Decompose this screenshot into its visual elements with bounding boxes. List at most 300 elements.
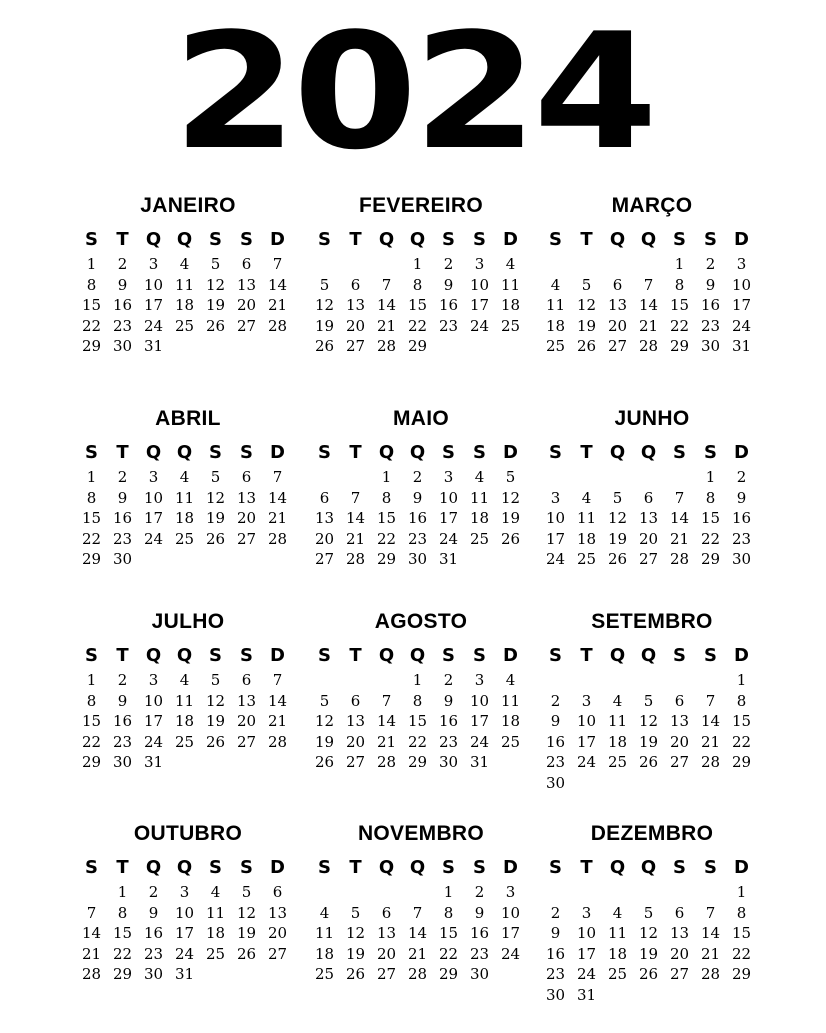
- day-cell: 11: [576, 509, 597, 528]
- day-cell: 25: [174, 529, 195, 548]
- weekday-label: S: [473, 645, 486, 666]
- weekday-label: S: [473, 229, 486, 250]
- day-cell: 8: [412, 691, 423, 710]
- day-cell: 23: [407, 529, 428, 548]
- day-cell: 13: [345, 296, 366, 315]
- empty-day-cell: [571, 882, 602, 903]
- day-cell: 5: [319, 691, 330, 710]
- weekday-label: T: [116, 442, 129, 463]
- day-cell: 21: [669, 529, 690, 548]
- empty-day-cell: [602, 254, 633, 275]
- weekday-label: Q: [176, 442, 193, 463]
- empty-day-cell: [571, 254, 602, 275]
- weekday-label: S: [442, 645, 455, 666]
- day-cell: 24: [143, 732, 164, 751]
- day-cell: 12: [205, 488, 226, 507]
- day-cell: 10: [174, 903, 195, 922]
- empty-day-cell: [664, 670, 695, 691]
- day-cell: 4: [179, 468, 190, 486]
- day-cell: 10: [469, 275, 490, 294]
- month-block: [76, 192, 300, 357]
- weekday-label: Q: [409, 857, 426, 878]
- empty-day-cell: [340, 670, 371, 691]
- empty-day-cell: [633, 254, 664, 275]
- day-cell: 26: [314, 337, 335, 356]
- day-cell: 1: [412, 671, 423, 689]
- weekday-label: S: [240, 857, 253, 878]
- weekday-label: T: [349, 645, 362, 666]
- day-cell: 19: [638, 944, 659, 963]
- day-cell: 4: [319, 903, 330, 922]
- day-cell: 9: [412, 488, 423, 507]
- weekday-label: Q: [640, 857, 657, 878]
- day-cell: 16: [731, 509, 752, 528]
- day-cell: 1: [443, 883, 454, 901]
- day-cell: 30: [438, 753, 459, 772]
- day-cell: 16: [112, 712, 133, 731]
- day-cell: 15: [112, 924, 133, 943]
- month-block: [76, 405, 300, 570]
- weekday-label: S: [442, 229, 455, 250]
- day-cell: 29: [407, 753, 428, 772]
- day-cell: 13: [236, 488, 257, 507]
- month-name: MARÇO: [611, 194, 693, 217]
- day-cell: 13: [345, 712, 366, 731]
- day-grid: [309, 467, 533, 570]
- weekday-label: S: [209, 857, 222, 878]
- day-cell: 16: [407, 509, 428, 528]
- day-cell: 14: [638, 296, 659, 315]
- day-cell: 31: [576, 985, 597, 1004]
- day-cell: 28: [638, 337, 659, 356]
- day-cell: 14: [267, 488, 288, 507]
- day-cell: 16: [438, 296, 459, 315]
- day-grid: [309, 882, 533, 985]
- weekday-label: D: [734, 645, 749, 666]
- day-cell: 10: [731, 275, 752, 294]
- empty-day-cell: [540, 882, 571, 903]
- day-cell: 21: [700, 732, 721, 751]
- day-cell: 14: [267, 275, 288, 294]
- day-cell: 29: [81, 337, 102, 356]
- day-cell: 17: [143, 509, 164, 528]
- day-cell: 17: [576, 732, 597, 751]
- day-cell: 16: [438, 712, 459, 731]
- day-cell: 17: [545, 529, 566, 548]
- day-cell: 29: [669, 337, 690, 356]
- day-cell: 10: [469, 691, 490, 710]
- day-cell: 26: [607, 550, 628, 569]
- weekday-label: T: [116, 229, 129, 250]
- day-cell: 10: [500, 903, 521, 922]
- day-cell: 30: [731, 550, 752, 569]
- day-cell: 26: [638, 965, 659, 984]
- day-cell: 7: [272, 468, 283, 486]
- day-cell: 21: [267, 712, 288, 731]
- day-cell: 16: [112, 296, 133, 315]
- day-cell: 17: [469, 712, 490, 731]
- day-cell: 7: [272, 671, 283, 689]
- day-cell: 22: [376, 529, 397, 548]
- weekday-label: D: [734, 442, 749, 463]
- day-cell: 21: [700, 944, 721, 963]
- weekday-label: S: [85, 442, 98, 463]
- day-cell: 13: [236, 275, 257, 294]
- day-cell: 18: [500, 296, 521, 315]
- day-cell: 8: [86, 488, 97, 507]
- day-cell: 20: [669, 944, 690, 963]
- month-name: NOVEMBRO: [357, 822, 485, 845]
- day-cell: 26: [576, 337, 597, 356]
- day-cell: 6: [241, 255, 252, 273]
- day-cell: 8: [443, 903, 454, 922]
- weekday-label: Q: [176, 645, 193, 666]
- day-cell: 23: [112, 316, 133, 335]
- weekday-header: [309, 441, 533, 465]
- day-cell: 30: [469, 965, 490, 984]
- day-cell: 24: [500, 944, 521, 963]
- day-cell: 3: [581, 903, 592, 922]
- day-cell: 22: [438, 944, 459, 963]
- empty-day-cell: [602, 882, 633, 903]
- day-cell: 8: [736, 903, 747, 922]
- day-cell: 22: [112, 944, 133, 963]
- day-cell: 13: [669, 712, 690, 731]
- day-cell: 25: [469, 529, 490, 548]
- day-cell: 31: [174, 965, 195, 984]
- day-cell: 11: [500, 691, 521, 710]
- day-cell: 27: [236, 316, 257, 335]
- day-cell: 5: [581, 275, 592, 294]
- day-cell: 20: [314, 529, 335, 548]
- weekday-label: D: [734, 229, 749, 250]
- day-cell: 8: [86, 275, 97, 294]
- day-cell: 17: [143, 296, 164, 315]
- weekday-label: T: [580, 229, 593, 250]
- day-cell: 6: [241, 468, 252, 486]
- month-block: [309, 820, 533, 985]
- weekday-label: Q: [378, 442, 395, 463]
- month-block: [540, 820, 764, 1006]
- day-cell: 11: [205, 903, 226, 922]
- day-cell: 12: [314, 296, 335, 315]
- day-cell: 20: [607, 316, 628, 335]
- day-cell: 21: [345, 529, 366, 548]
- weekday-label: S: [85, 857, 98, 878]
- empty-day-cell: [340, 467, 371, 488]
- day-cell: 27: [376, 965, 397, 984]
- day-cell: 7: [643, 275, 654, 294]
- day-cell: 23: [731, 529, 752, 548]
- day-cell: 13: [267, 903, 288, 922]
- empty-day-cell: [340, 882, 371, 903]
- day-cell: 17: [469, 296, 490, 315]
- weekday-header: [309, 856, 533, 880]
- weekday-label: S: [549, 645, 562, 666]
- day-cell: 27: [607, 337, 628, 356]
- day-cell: 4: [179, 671, 190, 689]
- day-cell: 23: [545, 965, 566, 984]
- day-grid: [540, 882, 764, 1006]
- day-cell: 19: [205, 712, 226, 731]
- day-cell: 24: [143, 316, 164, 335]
- day-cell: 15: [407, 296, 428, 315]
- day-cell: 18: [500, 712, 521, 731]
- day-cell: 23: [112, 529, 133, 548]
- day-cell: 27: [314, 550, 335, 569]
- day-cell: 14: [376, 712, 397, 731]
- day-cell: 1: [705, 468, 716, 486]
- weekday-label: T: [349, 857, 362, 878]
- day-cell: 26: [236, 944, 257, 963]
- weekday-label: S: [673, 645, 686, 666]
- day-cell: 7: [705, 903, 716, 922]
- day-cell: 22: [407, 316, 428, 335]
- day-cell: 7: [674, 488, 685, 507]
- day-cell: 31: [143, 753, 164, 772]
- day-cell: 11: [607, 712, 628, 731]
- empty-day-cell: [309, 670, 340, 691]
- day-cell: 20: [236, 712, 257, 731]
- day-cell: 18: [545, 316, 566, 335]
- day-cell: 20: [345, 732, 366, 751]
- day-cell: 12: [638, 712, 659, 731]
- weekday-label: Q: [609, 442, 626, 463]
- empty-day-cell: [664, 882, 695, 903]
- day-cell: 23: [700, 316, 721, 335]
- day-cell: 27: [345, 337, 366, 356]
- weekday-header: [76, 856, 300, 880]
- day-cell: 9: [443, 275, 454, 294]
- day-cell: 18: [469, 509, 490, 528]
- weekday-label: Q: [378, 229, 395, 250]
- day-cell: 5: [350, 903, 361, 922]
- weekday-label: Q: [176, 229, 193, 250]
- day-cell: 17: [576, 944, 597, 963]
- day-cell: 5: [505, 468, 516, 486]
- day-cell: 11: [174, 275, 195, 294]
- day-cell: 10: [143, 488, 164, 507]
- day-cell: 5: [210, 468, 221, 486]
- month-block: [540, 192, 764, 357]
- day-cell: 17: [174, 924, 195, 943]
- year-title: 2024: [172, 0, 654, 185]
- day-cell: 7: [705, 691, 716, 710]
- day-cell: 19: [205, 296, 226, 315]
- weekday-label: S: [704, 442, 717, 463]
- day-cell: 30: [545, 773, 566, 792]
- empty-day-cell: [571, 467, 602, 488]
- day-cell: 28: [267, 316, 288, 335]
- day-cell: 3: [505, 883, 516, 901]
- weekday-label: S: [318, 645, 331, 666]
- day-cell: 7: [381, 275, 392, 294]
- day-cell: 21: [638, 316, 659, 335]
- day-cell: 23: [469, 944, 490, 963]
- empty-day-cell: [602, 467, 633, 488]
- day-cell: 16: [700, 296, 721, 315]
- day-cell: 27: [669, 965, 690, 984]
- weekday-label: S: [240, 229, 253, 250]
- weekday-header: [76, 644, 300, 668]
- month-name: DEZEMBRO: [590, 822, 714, 845]
- weekday-label: S: [673, 857, 686, 878]
- weekday-label: D: [270, 645, 285, 666]
- day-cell: 1: [117, 883, 128, 901]
- day-cell: 15: [731, 924, 752, 943]
- day-cell: 9: [117, 488, 128, 507]
- day-cell: 5: [319, 275, 330, 294]
- day-cell: 10: [545, 509, 566, 528]
- weekday-label: S: [473, 442, 486, 463]
- month-name: JULHO: [151, 610, 225, 633]
- weekday-label: S: [318, 857, 331, 878]
- day-cell: 28: [407, 965, 428, 984]
- day-cell: 4: [179, 255, 190, 273]
- day-cell: 30: [700, 337, 721, 356]
- day-cell: 14: [267, 691, 288, 710]
- day-grid: [309, 670, 533, 773]
- day-cell: 5: [241, 883, 252, 901]
- day-cell: 3: [474, 255, 485, 273]
- weekday-label: T: [116, 645, 129, 666]
- empty-day-cell: [371, 670, 402, 691]
- day-cell: 13: [314, 509, 335, 528]
- day-cell: 25: [174, 732, 195, 751]
- day-cell: 26: [205, 316, 226, 335]
- day-cell: 8: [381, 488, 392, 507]
- weekday-label: Q: [378, 645, 395, 666]
- day-cell: 6: [350, 275, 361, 294]
- day-cell: 9: [705, 275, 716, 294]
- day-grid: [76, 670, 300, 773]
- day-cell: 9: [148, 903, 159, 922]
- day-cell: 19: [345, 944, 366, 963]
- day-cell: 20: [236, 296, 257, 315]
- day-cell: 19: [314, 316, 335, 335]
- weekday-label: Q: [145, 442, 162, 463]
- day-cell: 25: [205, 944, 226, 963]
- day-cell: 28: [267, 732, 288, 751]
- day-cell: 3: [179, 883, 190, 901]
- day-cell: 17: [143, 712, 164, 731]
- empty-day-cell: [371, 882, 402, 903]
- day-cell: 28: [81, 965, 102, 984]
- day-cell: 10: [143, 691, 164, 710]
- day-cell: 2: [550, 903, 561, 922]
- day-cell: 15: [438, 924, 459, 943]
- day-grid: [540, 670, 764, 794]
- weekday-label: Q: [145, 229, 162, 250]
- empty-day-cell: [540, 254, 571, 275]
- day-cell: 23: [143, 944, 164, 963]
- day-cell: 22: [81, 529, 102, 548]
- day-cell: 21: [81, 944, 102, 963]
- day-cell: 15: [376, 509, 397, 528]
- day-cell: 17: [438, 509, 459, 528]
- day-cell: 13: [236, 691, 257, 710]
- weekday-label: Q: [609, 229, 626, 250]
- day-cell: 2: [412, 468, 423, 486]
- weekday-label: T: [580, 442, 593, 463]
- day-cell: 15: [81, 296, 102, 315]
- day-cell: 20: [669, 732, 690, 751]
- empty-day-cell: [540, 670, 571, 691]
- day-cell: 28: [267, 529, 288, 548]
- day-cell: 24: [731, 316, 752, 335]
- day-cell: 17: [731, 296, 752, 315]
- weekday-label: T: [116, 857, 129, 878]
- weekday-label: D: [503, 857, 518, 878]
- day-cell: 18: [174, 509, 195, 528]
- month-block: [309, 405, 533, 570]
- day-cell: 24: [469, 316, 490, 335]
- day-cell: 28: [700, 753, 721, 772]
- day-cell: 27: [669, 753, 690, 772]
- month-name: AGOSTO: [374, 610, 468, 633]
- day-cell: 29: [112, 965, 133, 984]
- day-cell: 17: [500, 924, 521, 943]
- weekday-label: Q: [640, 229, 657, 250]
- day-cell: 24: [143, 529, 164, 548]
- day-cell: 20: [638, 529, 659, 548]
- day-cell: 2: [117, 468, 128, 486]
- weekday-label: D: [503, 645, 518, 666]
- day-cell: 30: [112, 337, 133, 356]
- day-cell: 21: [407, 944, 428, 963]
- day-cell: 6: [674, 691, 685, 710]
- day-cell: 1: [86, 255, 97, 273]
- day-cell: 19: [205, 509, 226, 528]
- weekday-label: S: [85, 645, 98, 666]
- day-cell: 19: [314, 732, 335, 751]
- day-cell: 3: [550, 488, 561, 507]
- weekday-header: [540, 644, 764, 668]
- day-cell: 11: [469, 488, 490, 507]
- weekday-label: Q: [640, 442, 657, 463]
- weekday-label: S: [318, 442, 331, 463]
- day-cell: 14: [81, 924, 102, 943]
- day-cell: 13: [607, 296, 628, 315]
- day-cell: 21: [267, 509, 288, 528]
- day-cell: 8: [86, 691, 97, 710]
- day-cell: 2: [443, 671, 454, 689]
- weekday-label: S: [85, 229, 98, 250]
- day-cell: 30: [112, 550, 133, 569]
- month-block: [540, 405, 764, 570]
- weekday-header: [540, 228, 764, 252]
- day-cell: 15: [731, 712, 752, 731]
- day-cell: 22: [700, 529, 721, 548]
- day-cell: 19: [607, 529, 628, 548]
- day-cell: 2: [736, 468, 747, 486]
- day-grid: [76, 467, 300, 570]
- day-cell: 28: [376, 753, 397, 772]
- day-cell: 28: [345, 550, 366, 569]
- empty-day-cell: [540, 467, 571, 488]
- day-cell: 12: [607, 509, 628, 528]
- day-cell: 22: [731, 732, 752, 751]
- day-cell: 19: [576, 316, 597, 335]
- day-cell: 29: [731, 753, 752, 772]
- day-cell: 7: [412, 903, 423, 922]
- day-cell: 4: [505, 671, 516, 689]
- month-name: ABRIL: [155, 407, 221, 430]
- day-cell: 22: [669, 316, 690, 335]
- month-block: [540, 608, 764, 794]
- weekday-label: S: [318, 229, 331, 250]
- day-cell: 20: [267, 924, 288, 943]
